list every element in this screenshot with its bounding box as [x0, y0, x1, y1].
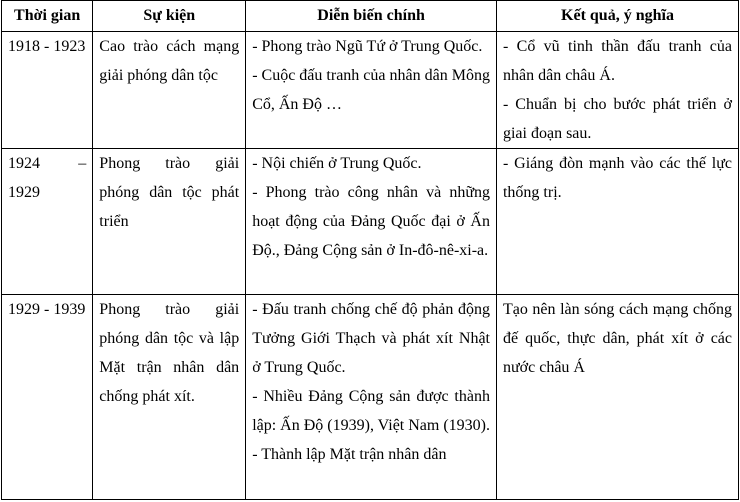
period-cell: 1918 - 1923 — [2, 32, 93, 149]
development-item: - Nội chiến ở Trung Quốc. — [252, 155, 422, 172]
results-cell — [496, 149, 738, 295]
development-item: - Thành lập Mặt trận nhân dân — [252, 446, 447, 463]
period-dash: – — [78, 155, 87, 172]
event-cell: Phong trào giải phóng dân tộc phát triển — [93, 149, 246, 295]
history-table — [1, 0, 739, 500]
result-item: - Giáng đòn mạnh vào các thế lực thống trị. — [502, 155, 732, 201]
developments-cell — [246, 32, 497, 149]
developments-cell — [246, 295, 497, 500]
header-results: Kết quả, ý nghĩa — [496, 1, 738, 32]
table-row — [2, 295, 739, 500]
results-cell — [496, 295, 738, 500]
result-item: Tạo nên làn sóng cách mạng chống đế quốc, thực dân, phát xít ở các nước châu Á — [502, 301, 732, 376]
period-start: 1924 — [8, 155, 40, 172]
period-cell: 1929 - 1939 — [2, 295, 93, 500]
event-cell: Phong trào giải phóng dân tộc và lập Mặt trận nhân dân chống phát xít. — [93, 295, 246, 500]
result-item: - Chuẩn bị cho bước phát triển ở giai đoạn sau. — [502, 96, 732, 142]
period-end: 1929 — [8, 184, 40, 201]
results-cell — [496, 32, 738, 149]
development-item: - Đấu tranh chống chế độ phản động Tưởng Giới Thạch và phát xít Nhật ở Trung Quốc. — [252, 301, 490, 376]
development-item: - Phong trào Ngũ Tứ ở Trung Quốc. — [252, 38, 483, 55]
development-item: - Nhiều Đảng Cộng sản được thành lập: Ấn Độ (1939), Việt Nam (1930). — [252, 388, 490, 434]
table-row — [2, 149, 739, 295]
development-item: - Phong trào công nhân và những hoạt động của Đảng Quốc đại ở Ấn Độ., Đảng Cộng sản ở In-đô-nê-xi-a. — [252, 184, 490, 259]
period-cell — [2, 149, 93, 295]
header-row — [2, 1, 739, 32]
result-item: - Cổ vũ tinh thần đấu tranh của nhân dân châu Á. — [502, 38, 732, 84]
development-item: - Cuộc đấu tranh của nhân dân Mông Cổ, Ấn Độ … — [252, 67, 490, 113]
event-cell: Cao trào cách mạng giải phóng dân tộc — [93, 32, 246, 149]
header-period: Thời gian — [2, 1, 93, 32]
table-row — [2, 32, 739, 149]
header-developments: Diễn biến chính — [246, 1, 497, 32]
developments-cell — [246, 149, 497, 295]
header-event: Sự kiện — [93, 1, 246, 32]
